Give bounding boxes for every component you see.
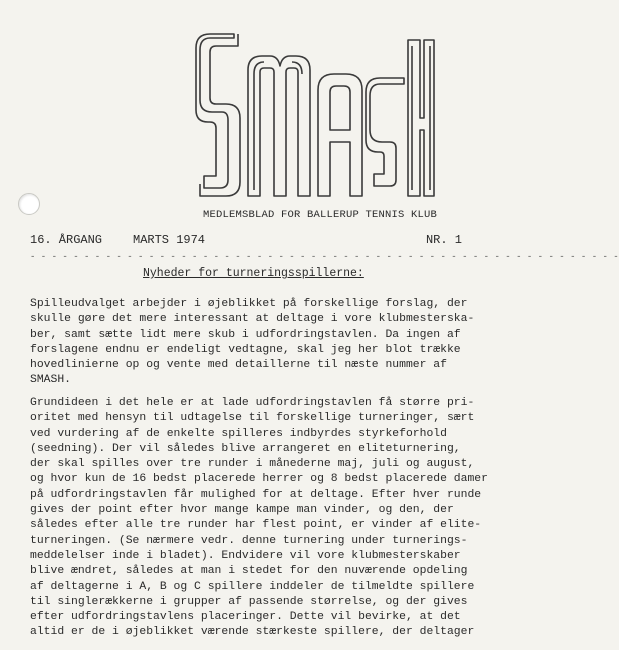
text-line: der skal spilles over tre runder i månederne maj, juli og august, [30, 458, 475, 471]
text-line: efter udfordringstavlens placeringer. Dette vil bevirke, at det [30, 611, 461, 624]
text-line: Spilleudvalget arbejder i øjeblikket på forskellige forslag, der [30, 298, 468, 310]
text-line: forslagene endnu er endeligt vedtagne, skal jeg her blot trække [30, 343, 461, 356]
text-line: gives der point efter hvor mange kampe man vinder, og den, der [30, 504, 454, 517]
text-line: (seedning). Der vil således blive arrangeret en eliteturnering, [30, 442, 461, 455]
text-line: ved vurdering af de enkelte spilleres indbyrdes styrkeforhold [30, 427, 447, 440]
text-line: oritet med hensyn til udtagelse til forskellige turneringer, sært [30, 412, 475, 425]
newsletter-subtitle: MEDLEMSBLAD FOR BALLERUP TENNIS KLUB [203, 209, 438, 221]
smash-logo [196, 30, 434, 200]
text-line: skulle gøre det mere interessant at deltage i vore klubmesterska- [30, 313, 475, 326]
issue-info [30, 233, 472, 249]
text-line: SMASH. [30, 374, 72, 387]
text-line: altid er de i øjeblikket værende stærkeste spillere, der deltager [30, 626, 475, 639]
text-line: turneringen. (Se nærmere vedr. denne turnering under turnerings- [30, 534, 468, 547]
text-line: således efter alle tre runder har flest point, er vinder af elite- [30, 519, 482, 532]
volume-label: 16. ÅRGANG [30, 233, 103, 247]
article-paragraph-1 [30, 297, 485, 389]
article-heading: Nyheder for turneringsspillerne: [143, 267, 364, 280]
text-line: af deltagerne i A, B og C spillere inddeler de tilmeldte spillere [30, 580, 475, 593]
punch-hole [18, 193, 40, 215]
issue-number: NR. 1 [425, 233, 462, 247]
text-line: ber, samt sætte lidt mere skub i udfordringstavlen. Da ingen af [30, 328, 461, 341]
text-line: til singlerækkerne i grupper af passende størrelse, og der gives [30, 595, 468, 608]
article-paragraph-2 [30, 396, 488, 641]
text-line: og hvor kun de 16 bedst placerede herrer og 8 bedst placerede damer [30, 473, 488, 486]
text-line: hovedlinierne op og vente med detaillerne til næste nummer af [30, 359, 447, 372]
text-line: blive ændret, således at man i stedet for den nuværende opdeling [30, 565, 468, 578]
text-line: meddelelser inde i bladet). Endvidere vil vore klubmesterskaber [30, 549, 461, 562]
issue-date: MARTS 1974 [133, 233, 206, 247]
text-line: på udfordringstavlen får mulighed for at deltage. Efter hver runde [30, 488, 482, 501]
dashed-divider: - - - - - - - - - - - - - - - - - - - - - - - - - - - - - - - - - - - - - - - - - - - - - - - - - - - - - - - [30, 252, 619, 262]
text-line: Grundideen i det hele er at lade udfordringstavlen få større pri- [30, 397, 475, 409]
